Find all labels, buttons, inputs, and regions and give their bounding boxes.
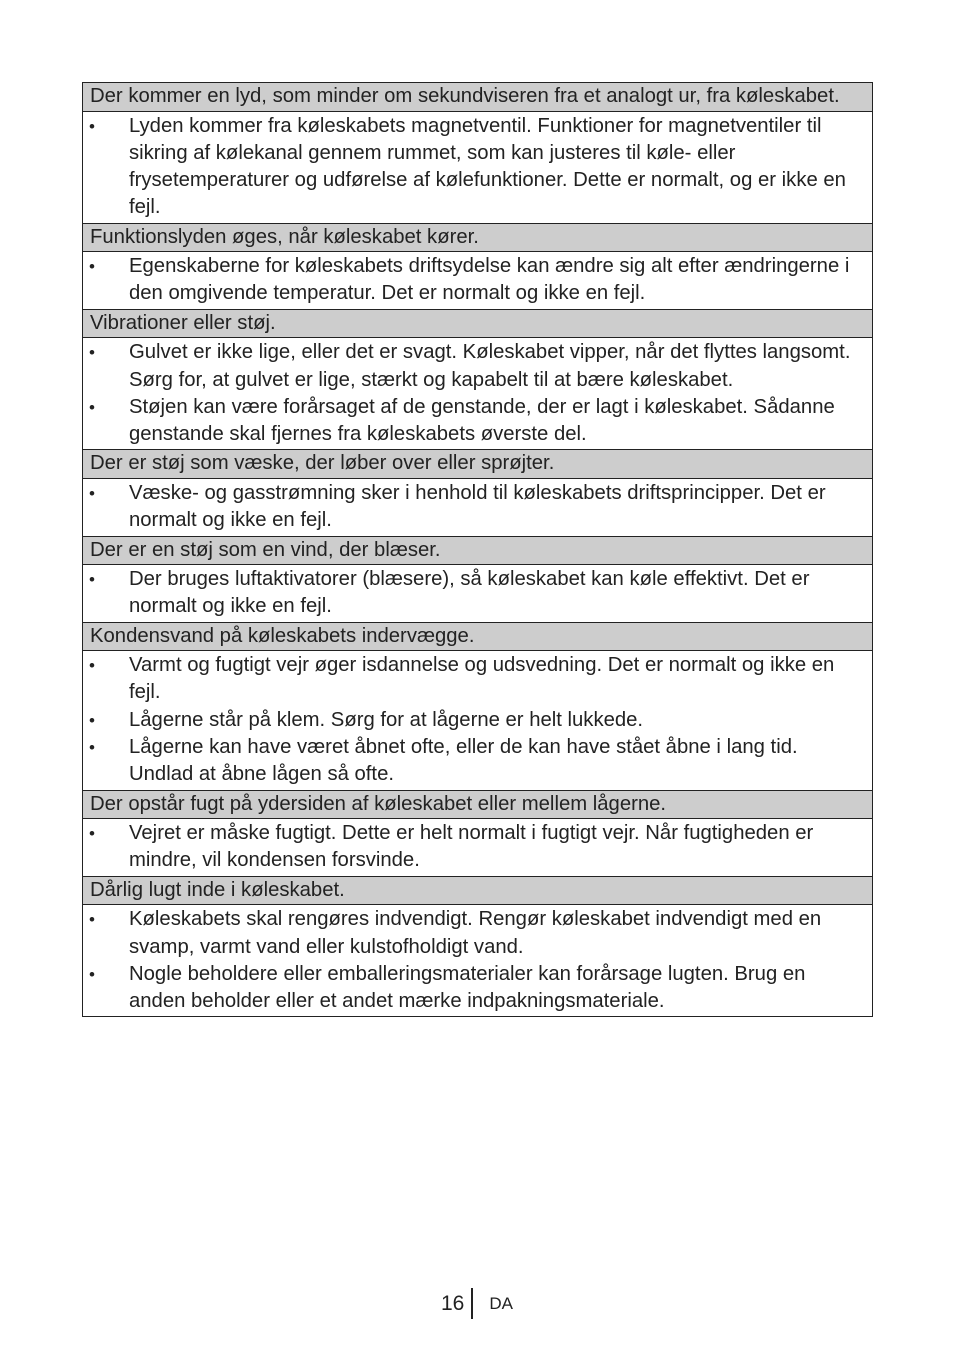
bullet-icon: [83, 339, 129, 394]
section-1: [83, 83, 872, 224]
troubleshooting-table: [82, 82, 873, 1017]
list-item: • Der bruges luftaktivatorer (blæsere), så køleskabet kan køle effektivt. Det er normalt og ikke en fejl.: [83, 566, 862, 621]
list-item: • Lågerne står på klem. Sørg for at lågerne er helt lukkede.: [83, 707, 862, 734]
section-2: [83, 224, 872, 310]
list-item: • Støjen kan være forårsaget af de genstande, der er lagt i køleskabet. Sådanne genstande skal fjernes fra køleskabets øverste del.: [83, 394, 862, 449]
list-item: • Gulvet er ikke lige, eller det er svagt. Køleskabet vipper, når det flyttes langsomt. Sørg for, at gulvet er lige, stærkt og kapabelt til at bære køleskabet.: [83, 339, 862, 394]
bullet-icon: [83, 961, 129, 1016]
section-body: [83, 905, 872, 1016]
bullet-icon: [83, 394, 129, 449]
section-7: [83, 791, 872, 877]
section-body: [83, 565, 872, 623]
bullet-icon: [83, 480, 129, 535]
list-item: • Varmt og fugtigt vejr øger isdannelse og udsvedning. Det er normalt og ikke en fejl.: [83, 652, 862, 707]
language-code: DA: [489, 1293, 513, 1313]
section-heading: Der er støj som væske, der løber over eller sprøjter.: [83, 450, 872, 479]
list-item: • Lyden kommer fra køleskabets magnetventil. Funktioner for magnetventiler til sikring af kølekanal gennem rummet, som kan justeres til køle- eller frysetemperaturer og udførelse af kølefunktioner. Dette er normalt, og er ikke en fejl.: [83, 113, 862, 222]
section-heading: Der opstår fugt på ydersiden af køleskabet eller mellem lågerne.: [83, 791, 872, 820]
bullet-icon: [83, 906, 129, 961]
section-body: [83, 112, 872, 224]
list-item: • Nogle beholdere eller emballeringsmaterialer kan forårsage lugten. Brug en anden beholder eller et andet mærke indpakningsmateriale.: [83, 961, 862, 1016]
section-heading: Funktionslyden øges, når køleskabet kører.: [83, 224, 872, 253]
section-heading: Vibrationer eller støj.: [83, 310, 872, 339]
list-item: • Lågerne kan have været åbnet ofte, eller de kan have stået åbne i lang tid. Undlad at åbne lågen så ofte.: [83, 734, 862, 789]
bullet-icon: [83, 652, 129, 707]
section-5: [83, 537, 872, 623]
section-body: [83, 819, 872, 877]
section-body: [83, 479, 872, 537]
bullet-icon: [83, 253, 129, 308]
section-heading: Der er en støj som en vind, der blæser.: [83, 537, 872, 566]
list-item: • Egenskaberne for køleskabets driftsydelse kan ændre sig alt efter ændringerne i den omgivende temperatur. Det er normalt og ikke en fejl.: [83, 253, 862, 308]
bullet-icon: [83, 113, 129, 222]
section-3: [83, 310, 872, 451]
section-4: [83, 450, 872, 536]
list-item: • Køleskabets skal rengøres indvendigt. Rengør køleskabet indvendigt med en svamp, varmt vand eller kulstofholdigt vand.: [83, 906, 862, 961]
page-number: 16: [441, 1291, 465, 1315]
section-8: [83, 877, 872, 1017]
list-item: • Vejret er måske fugtigt. Dette er helt normalt i fugtigt vejr. Når fugtigheden er mindre, vil kondensen forsvinde.: [83, 820, 862, 875]
bullet-icon: [83, 707, 129, 734]
bullet-icon: [83, 734, 129, 789]
list-item: • Væske- og gasstrømning sker i henhold til køleskabets driftsprincipper. Det er normalt og ikke en fejl.: [83, 480, 862, 535]
bullet-icon: [83, 566, 129, 621]
section-heading: Dårlig lugt inde i køleskabet.: [83, 877, 872, 906]
section-body: [83, 338, 872, 450]
bullet-icon: [83, 820, 129, 875]
footer-divider: [471, 1288, 473, 1319]
section-body: [83, 651, 872, 790]
page-footer: [0, 1288, 954, 1319]
section-body: [83, 252, 872, 310]
section-6: [83, 623, 872, 791]
section-heading: Der kommer en lyd, som minder om sekundviseren fra et analogt ur, fra køleskabet.: [83, 83, 872, 112]
section-heading: Kondensvand på køleskabets indervægge.: [83, 623, 872, 652]
